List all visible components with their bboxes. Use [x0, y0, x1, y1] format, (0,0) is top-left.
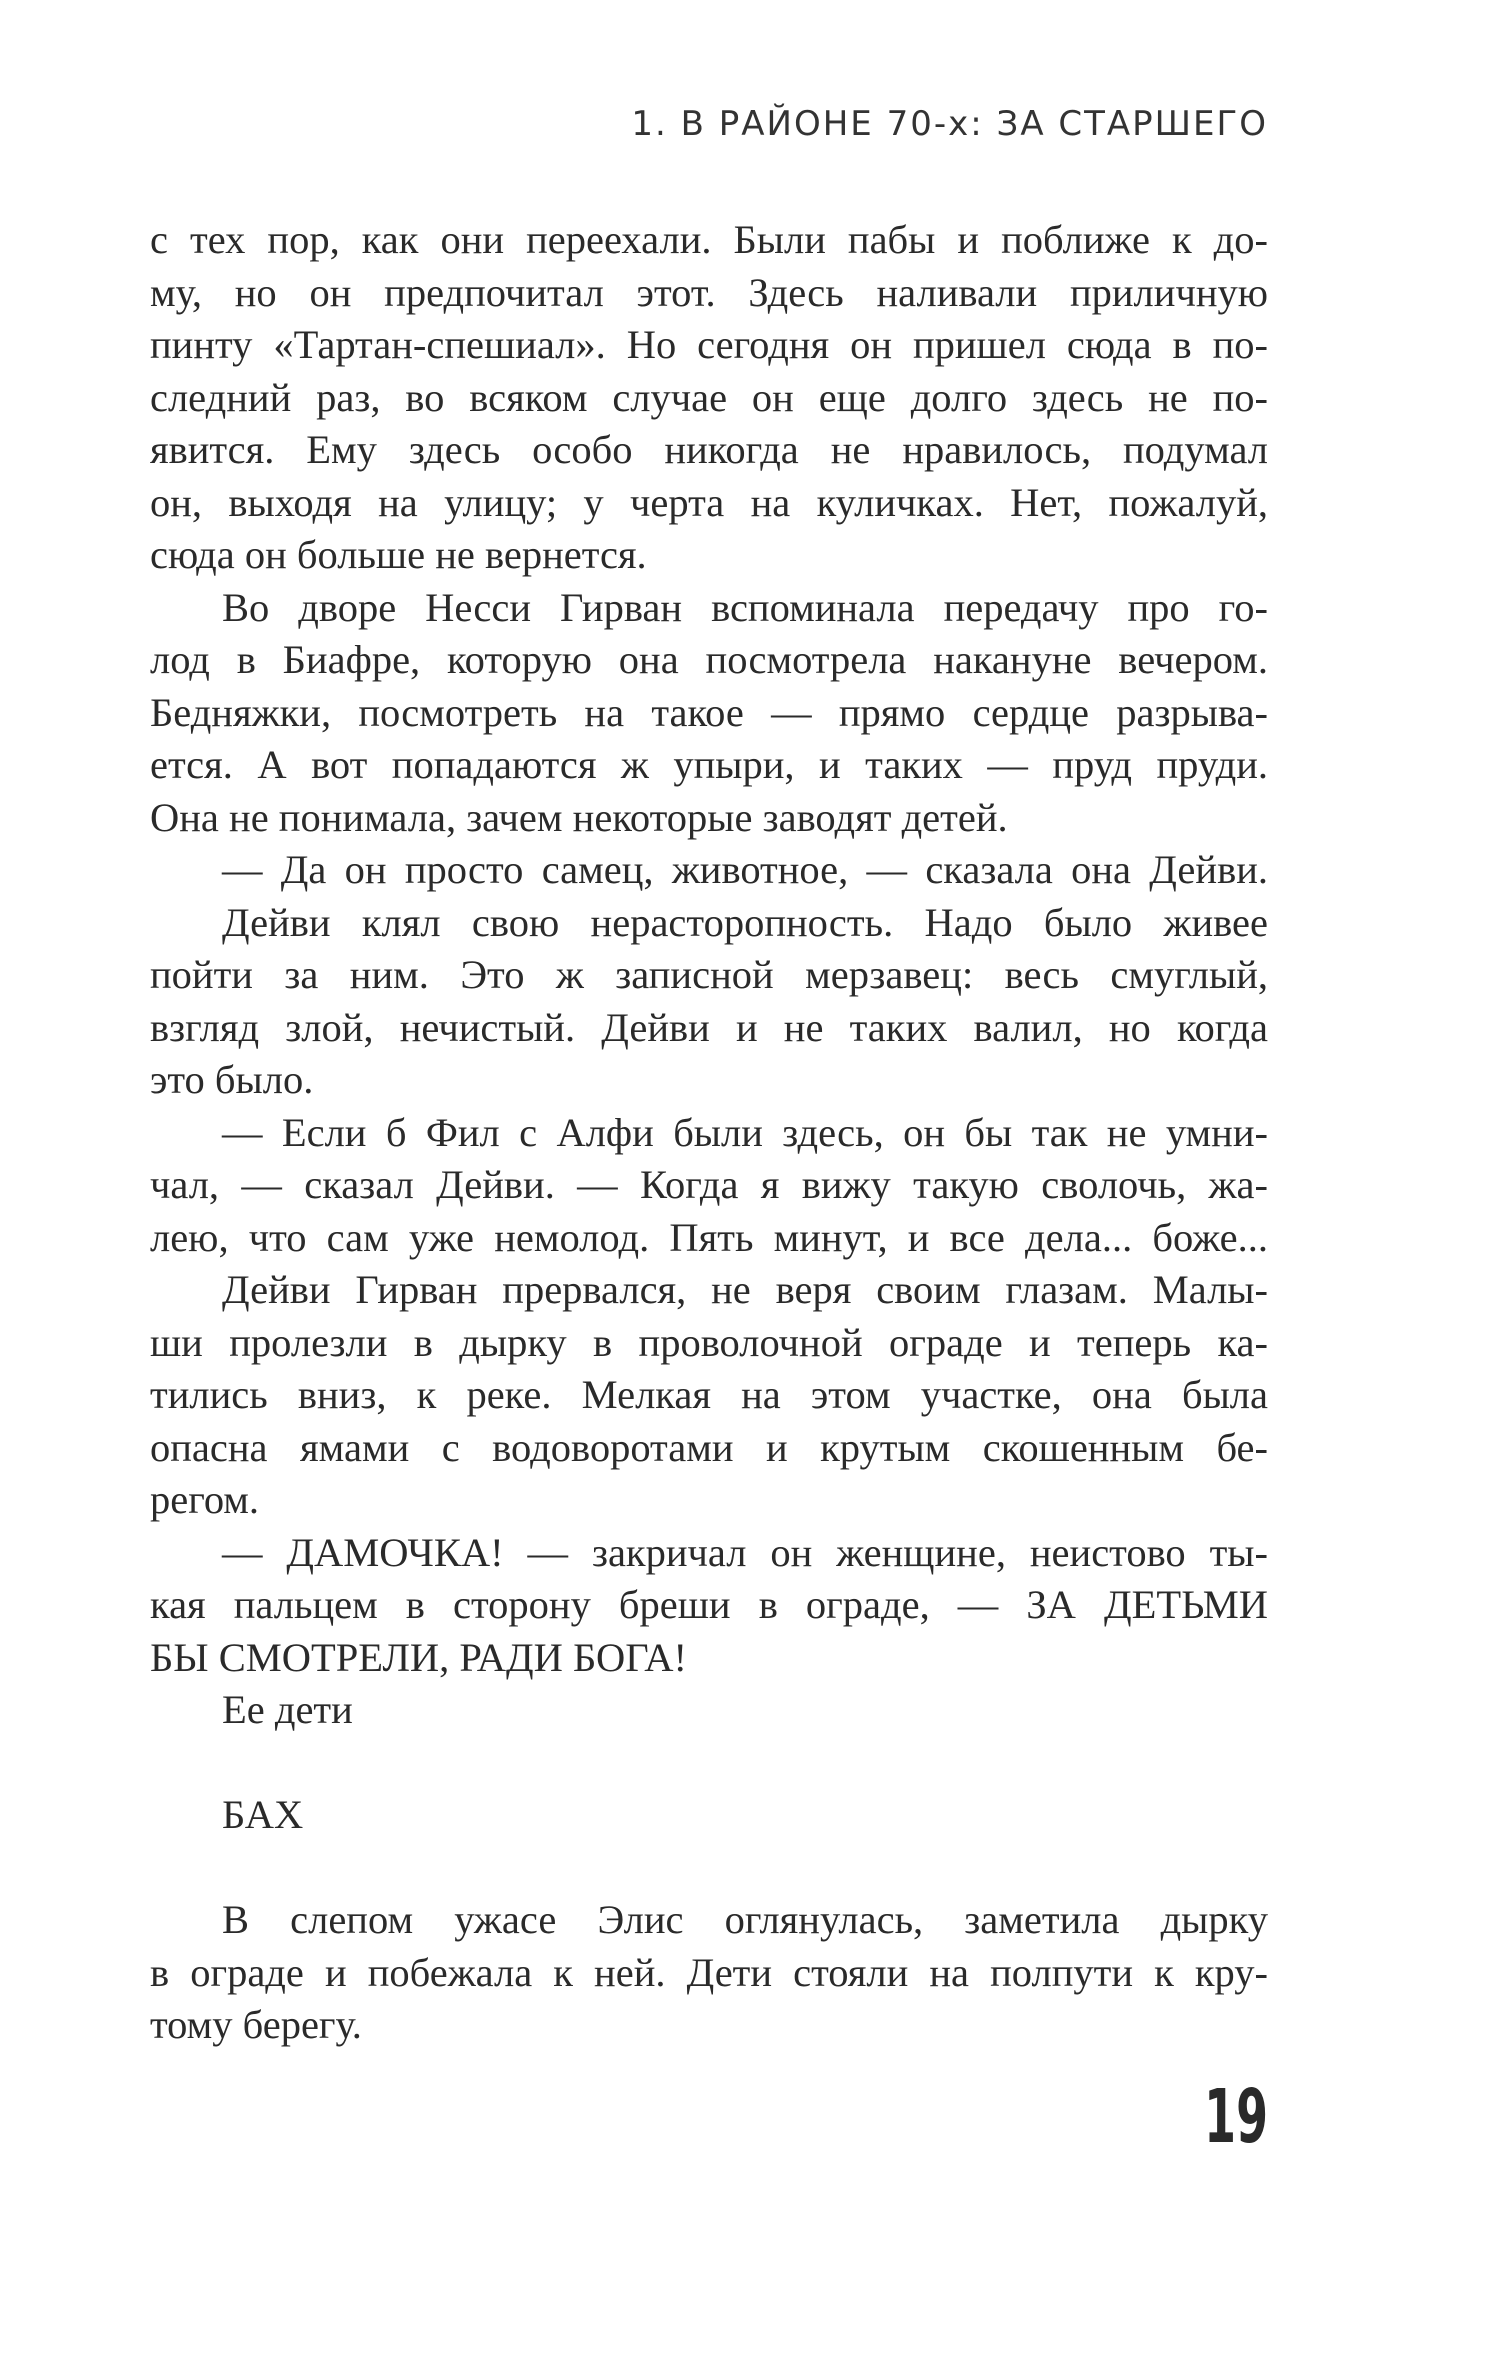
text-line: кая пальцем в сторону бреши в ограде, — ЗА ДЕТЬМИ: [150, 1582, 1268, 1627]
text-line: — ДАМОЧКА! — закричал он женщине, неистово ты-: [222, 1529, 1268, 1575]
text-line: это было.: [150, 1057, 314, 1102]
text-line: явится. Ему здесь особо никогда не нравилось, подумал: [150, 427, 1268, 472]
text-line: тому берегу.: [150, 2002, 362, 2047]
text-line: ши пролезли в дырку в проволочной ограде и теперь ка-: [150, 1319, 1268, 1365]
text-line: тились вниз, к реке. Мелкая на этом участке, она была: [150, 1372, 1268, 1417]
text-line: лод в Биафре, которую она посмотрела накануне вечером.: [150, 637, 1268, 682]
text-line: пинту «Тартан-спешиал». Но сегодня он пришел сюда в по-: [150, 322, 1268, 367]
text-line: БАХ: [222, 1792, 304, 1837]
text-line: ется. А вот попадаются ж упыри, и таких — пруд пруди.: [150, 742, 1268, 787]
text-line: в ограде и побежала к ней. Дети стояли на полпути к кру-: [150, 1949, 1268, 1995]
text-line: он, выходя на улицу; у черта на куличках. Нет, пожалуй,: [150, 479, 1268, 525]
running-head: 1. В РАЙОНЕ 70-х: ЗА СТАРШЕГО: [631, 104, 1268, 144]
text-line: Дейви клял свою нерасторопность. Надо было живее: [222, 899, 1268, 945]
body-text: [150, 214, 1268, 2052]
text-line: лею, что сам уже немолод. Пять минут, и все дела... боже...: [150, 1214, 1268, 1260]
text-line: В слепом ужасе Элис оглянулась, заметила дырку: [222, 1897, 1268, 1942]
text-line: — Если б Фил с Алфи были здесь, он бы так не умни-: [222, 1109, 1268, 1155]
text-line: Бедняжки, посмотреть на такое — прямо сердце разрыва-: [150, 689, 1268, 735]
text-line: взгляд злой, нечистый. Дейви и не таких валил, но когда: [150, 1004, 1268, 1050]
text-line: Ее дети: [222, 1687, 353, 1732]
text-line: следний раз, во всяком случае он еще долго здесь не по-: [150, 374, 1268, 420]
text-line: с тех пор, как они переехали. Были пабы и поближе к до-: [150, 217, 1268, 262]
text-line: регом.: [150, 1477, 260, 1522]
text-line: опасна ямами с водоворотами и крутым скошенным бе-: [150, 1424, 1268, 1470]
text-line: Она не понимала, зачем некоторые заводят детей.: [150, 794, 1008, 840]
text-line: чал, — сказал Дейви. — Когда я вижу такую сволочь, жа-: [150, 1162, 1268, 1207]
text-line: Дейви Гирван прервался, не веря своим глазам. Малы-: [222, 1267, 1268, 1312]
blank-line: [150, 1842, 1268, 1895]
text-line: Во дворе Несси Гирван вспоминала передачу про го-: [222, 584, 1268, 630]
blank-line: [150, 1737, 1268, 1790]
text-line: сюда он больше не вернется.: [150, 532, 647, 577]
page-number: 19: [1204, 2074, 1268, 2160]
text-line: — Да он просто самец, животное, — сказала она Дейви.: [222, 847, 1268, 892]
text-line: БЫ СМОТРЕЛИ, РАДИ БОГА!: [150, 1634, 687, 1680]
text-line: му, но он предпочитал этот. Здесь наливали приличную: [150, 269, 1268, 315]
text-line: пойти за ним. Это ж записной мерзавец: весь смуглый,: [150, 952, 1268, 997]
